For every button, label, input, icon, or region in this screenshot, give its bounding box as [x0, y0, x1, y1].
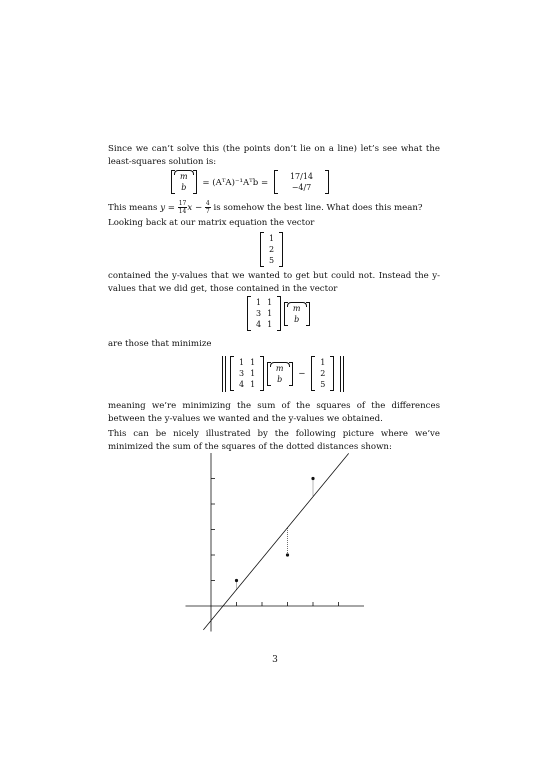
mb-vector-hat-3: m b [267, 362, 293, 386]
paragraph-meaning: meaning we’re minimizing the sum of the squares of the differences between the y-values we wanted and the y-values we obtained. [108, 401, 440, 424]
data-point-3 [311, 477, 314, 480]
slope-fraction: $\frac{17}{14}$ [178, 200, 187, 215]
intercept-fraction: $\frac{4}{7}$ [205, 200, 210, 215]
best-fit-line [203, 453, 348, 629]
solution-b: −4/7 [291, 183, 312, 192]
norm-bar-left [222, 356, 226, 392]
paragraph-intro: Since we can’t solve this (the points don’t lie on a line) let’s see what the least-squares solution is: [108, 144, 440, 167]
a-times-mb-vector [247, 296, 310, 331]
paragraph-contained: contained the y-values that we wanted to get but could not. Instead the y-values that we did get, those contained in the vector [108, 271, 440, 294]
matrix-a: 1 1 3 1 4 1 [247, 296, 281, 331]
best-line-x: x − [187, 203, 203, 213]
data-point-1 [235, 579, 238, 582]
best-line-y: y = [160, 203, 175, 213]
paragraph-minimize: are those that minimize [108, 339, 212, 349]
norm-bar-right [340, 356, 344, 392]
minus-sign: − [298, 369, 306, 379]
y-value-2: 2 [269, 245, 275, 254]
paragraph-best-line [108, 200, 440, 215]
y-values-vector [260, 232, 283, 267]
vec-m: m [180, 172, 188, 181]
data-point-2 [286, 553, 289, 556]
normal-equation: = (AᵀA)⁻¹Aᵀb = [202, 177, 269, 188]
least-squares-equation [171, 170, 329, 194]
mb-vector-hat [171, 170, 197, 194]
best-line-text-a: This means [108, 203, 158, 213]
paragraph-looking-back: Looking back at our matrix equation the vector [108, 218, 315, 228]
vec-b: b [181, 183, 187, 192]
page-number: 3 [272, 655, 278, 665]
solution-m: 17/14 [289, 172, 314, 181]
paragraph-illustrated: This can be nicely illustrated by the following picture where we’ve minimized the sum of the squares of the dotted distances shown: [108, 429, 440, 452]
y-value-3: 5 [269, 256, 275, 265]
matrix-a-2: 1 1 3 1 4 1 [230, 356, 264, 391]
y-value-1: 1 [269, 234, 275, 243]
y-values-vector-2: 1 2 5 [311, 356, 334, 391]
solution-vector [274, 170, 329, 194]
mb-vector-hat-2: m b [284, 302, 310, 326]
best-line-text-b: is somehow the best line. What does this mean? [213, 203, 423, 213]
